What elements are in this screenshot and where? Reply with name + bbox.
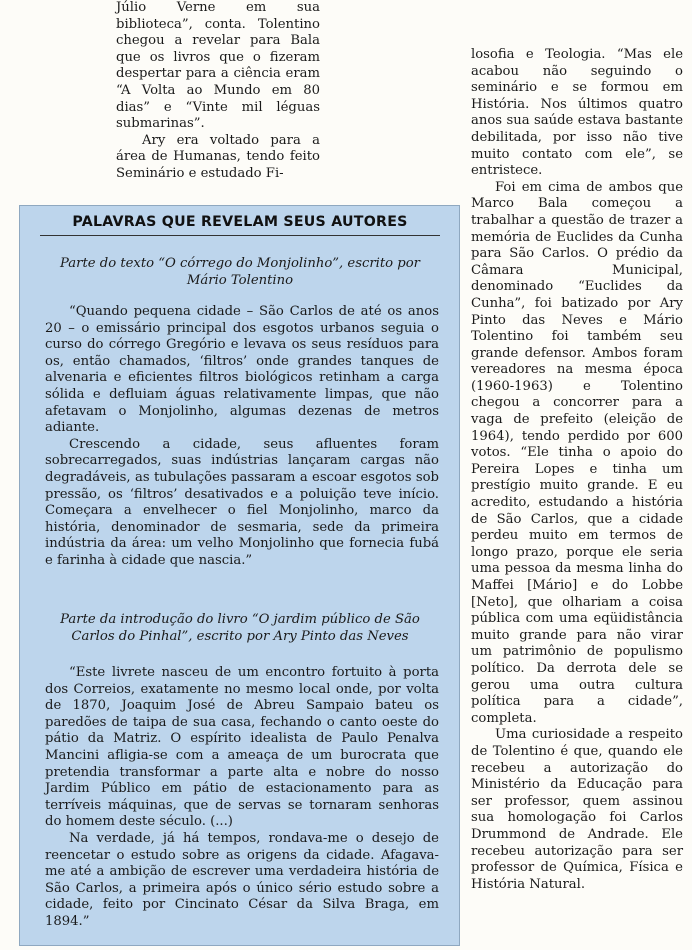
quote-paragraph: “Este livrete nasceu de um encontro fortuito à porta dos Correios, exatamente no mesmo local onde, por volta de 1870, Joaquim José de Abreu Sampaio bateu os paredões de taipa de sua casa, fechando o canto oeste do pátio da Matriz. O espírito idealista de Paulo Penalva Mancini afligia-se com a ameaça de um burocrata que pretendia transformar a parte alta e nobre do nosso Jardim Público em pátio de estacionamento para as terríveis máquinas, que de servas se tornaram senhoras do homem deste século. (...) xyxy=(45,665,439,830)
section1-heading: Parte do texto “O córrego do Monjolinho”, escrito por Mário Tolentino xyxy=(60,256,420,288)
right-paragraph: Uma curiosidade a respeito de Tolentino é que, quando ele recebeu a autorização do Ministério da Educação para ser professor, quem assinou sua homologação foi Carlos Drummond de Andrade. Ele recebeu autorização para ser professor de Química, Física e História Natural. xyxy=(471,727,683,892)
quote-paragraph: “Quando pequena cidade – São Carlos de até os anos 20 – o emissário principal dos esgotos urbanos seguia o curso do córrego Gregório e levava os seus resíduos para os, então chamados, ‘filtros’ onde grandes tanques de alvenaria e eficientes filtros biológicos retinham a carga sólida e defluiam águas relativamente limpas, que não afetavam o Monjolinho, algumas dezenas de metros adiante. xyxy=(45,304,439,436)
right-paragraph: Foi em cima de ambos que Marco Bala começou a trabalhar a questão de trazer a memória de Euclides da Cunha para São Carlos. O prédio da Câmara Municipal, denominado “Euclides da Cunha”, foi batizado por Ary Pinto das Neves e Mário Tolentino foi também seu grande defensor. Ambos foram vereadores na mesma época (1960-1963) e Tolentino chegou a concorrer para a vaga de prefeito (eleição de 1964), tendo perdido por 600 votos. “Ele tinha o apoio do Pereira Lopes e tinha um prestígio muito grande. E eu acredito, estudando a história de São Carlos, que a cidade perdeu muito em termos de longo prazo, porque ele seria uma pessoa da mesma linha do Maffei [Mário] e do Lobbe [Neto], que olhariam a coisa pública com uma eqüidistância muito grande para não virar um patrimônio de populismo político. Da derrota dele se gerou uma outra cultura política para a cidade”, completa. xyxy=(471,179,683,726)
right-paragraph: losofia e Teologia. “Mas ele acabou não seguindo o seminário e se formou em História. Nos últimos quatro anos sua saúde estava bastante debilitada, por isso não tive muito contato com ele”, se entristece. xyxy=(471,47,683,179)
top-paragraph: Ary era voltado para a área de Humanas, tendo feito Seminário e estudado Fi- xyxy=(116,132,320,181)
quote-paragraph: Crescendo a cidade, seus afluentes foram sobrecarregados, suas indústrias lançaram cargas não degradáveis, as tubulações passaram a escoar esgotos sob pressão, os ‘filtros’ desativados e a poluição teve início. Começara a envelhecer o fiel Monjolinho, marco da história, denominador de sesmaria, sede da primeira indústria da área: um velho Monjolinho que fornecia fubá e farinha à cidade que nascia.” xyxy=(45,436,439,568)
section2-quote xyxy=(45,665,439,931)
title-divider xyxy=(40,235,440,236)
right-article-column xyxy=(471,47,683,893)
sidebar-title: PALAVRAS QUE REVELAM SEUS AUTORES xyxy=(72,214,408,230)
sidebar-box xyxy=(19,205,460,946)
section1-quote xyxy=(45,304,439,570)
top-paragraph: Júlio Verne em sua biblioteca”, conta. Tolentino chegou a revelar para Bala que os livros que o fizeram despertar para a ciência eram “A Volta ao Mundo em 80 dias” e “Vinte mil léguas submarinas”. xyxy=(116,0,320,132)
top-article-column xyxy=(116,0,320,183)
section2-heading: Parte da introdução do livro “O jardim público de São Carlos do Pinhal”, escrito por Ary Pinto das Neves xyxy=(60,612,420,644)
quote-paragraph: Na verdade, já há tempos, rondava-me o desejo de reencetar o estudo sobre as origens da cidade. Afagava-me até a ambição de escrever uma verdadeira história de São Carlos, a primeira após o único sério estudo sobre a cidade, feito por Cincinato César da Silva Braga, em 1894.” xyxy=(45,830,439,929)
